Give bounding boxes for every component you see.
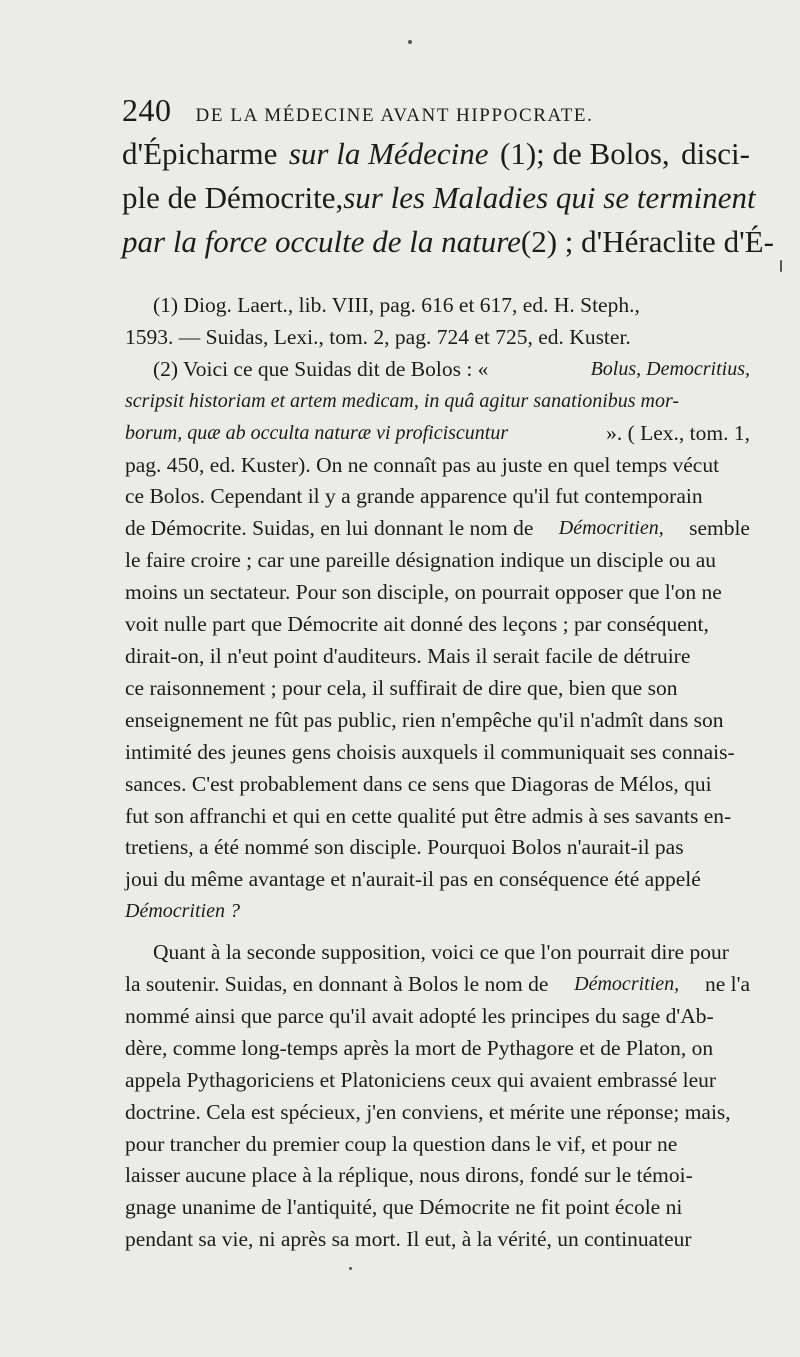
text-segment: (2) Voici ce que Suidas dit de Bolos : « [153, 356, 489, 381]
text-segment: dère, comme long-temps après la mort de Pythagore et de Platon, on [125, 1035, 714, 1060]
paragraph-gap [125, 928, 750, 937]
footnote-line [125, 1129, 750, 1161]
ink-speck [349, 1267, 352, 1270]
text-segment: (1) Diog. Laert., lib. VIII, pag. 616 et 617, ed. H. Steph., [153, 293, 640, 317]
footnote-line [125, 418, 750, 450]
text-segment: dirait-on, il n'eut point d'auditeurs. Mais il serait facile de détruire [125, 643, 691, 668]
footnote-line [125, 769, 750, 801]
ink-speck [780, 260, 782, 272]
text-segment: intimité des jeunes gens choisis auxquels il communiquait ses connais- [125, 739, 735, 764]
main-text-line [122, 176, 756, 220]
text-segment: sur les Maladies qui se terminent [343, 180, 756, 215]
footnotes [125, 290, 750, 1256]
footnote-line [125, 737, 750, 769]
footnote-line [125, 832, 750, 864]
text-segment: disci- [681, 136, 750, 171]
text-segment: sur la Médecine [288, 136, 489, 171]
main-text-line [122, 220, 774, 264]
footnote-line [125, 513, 750, 545]
text-segment: Démocritien ? [125, 900, 240, 923]
text-segment: ple de Démocrite, [122, 180, 344, 215]
footnote-line [125, 673, 750, 705]
text-segment: Quant à la seconde supposition, voici ce que l'on pourrait dire pour [153, 940, 729, 965]
text-segment: semble [689, 516, 750, 541]
text-segment: de Démocrite. Suidas, en lui donnant le nom de [125, 516, 534, 541]
main-text-line [122, 132, 750, 176]
footnote-line [125, 481, 750, 513]
text-segment: fut son affranchi et qui en cette qualité put être admis à ses savants en- [125, 803, 732, 828]
text-segment: pag. 450, ed. Kuster). On ne connaît pas au juste en quel temps vécut [125, 452, 720, 477]
footnote-line [125, 1160, 750, 1192]
text-segment: Bolus, Democritius, [590, 357, 750, 380]
footnote-line [125, 1065, 750, 1097]
text-segment: pendant sa vie, ni après sa mort. Il eut, à la vérité, un continuateur [125, 1227, 692, 1252]
text-segment: laisser aucune place à la réplique, nous dirons, fondé sur le témoi- [125, 1163, 693, 1188]
text-segment: (2) ; d'Héraclite d'É- [520, 224, 774, 259]
text-segment: borum, quæ ab occulta naturæ vi proficiscuntur [125, 421, 509, 444]
page-number: 240 [122, 92, 172, 128]
text-segment: tretiens, a été nommé son disciple. Pourquoi Bolos n'aurait-il pas [125, 835, 684, 860]
footnote-line [125, 801, 750, 833]
text-segment: joui du même avantage et n'aurait-il pas en conséquence été appelé [125, 867, 701, 892]
footnote-line [125, 545, 750, 577]
footnote-line [125, 386, 750, 418]
text-segment: gnage unanime de l'antiquité, que Démocrite ne fit point école ni [125, 1195, 683, 1220]
footnote-line [125, 1033, 750, 1065]
text-segment: le faire croire ; car une pareille désignation indique un disciple ou au [125, 548, 717, 573]
footnote-line [125, 290, 750, 322]
footnote-line [125, 1001, 750, 1033]
text-segment: ». ( Lex., tom. 1, [606, 420, 750, 445]
text-segment: par la force occulte de la nature [122, 224, 521, 259]
page-header [122, 92, 670, 129]
footnote-line [125, 354, 750, 386]
footnote-line [125, 1224, 750, 1256]
text-segment: sances. C'est probablement dans ce sens que Diagoras de Mélos, qui [125, 771, 712, 796]
text-segment: nommé ainsi que parce qu'il avait adopté les principes du sage d'Ab- [125, 1003, 714, 1028]
text-segment: scripsit historiam et artem medicam, in quâ agitur sanationibus mor- [125, 389, 680, 412]
footnote-line [125, 969, 750, 1001]
text-segment: 1593. — Suidas, Lexi., tom. 2, pag. 724 et 725, ed. Kuster. [125, 324, 631, 349]
footnote-line [125, 937, 750, 969]
text-segment: Démocritien, [558, 517, 664, 540]
text-segment: voit nulle part que Démocrite ait donné des leçons ; par conséquent, [125, 612, 709, 637]
footnote-line [125, 705, 750, 737]
text-segment: appela Pythagoriciens et Platoniciens ceux qui avaient embrassé leur [125, 1067, 717, 1092]
footnote-line [125, 1097, 750, 1129]
main-text [122, 132, 774, 264]
footnote-line [125, 450, 750, 482]
text-segment: moins un sectateur. Pour son disciple, on pourrait opposer que l'on ne [125, 580, 722, 605]
text-segment: (1); de Bolos, [500, 136, 670, 171]
footnote-line [125, 864, 750, 896]
footnote-line [125, 577, 750, 609]
footnote-line [125, 322, 750, 354]
ink-speck [408, 40, 412, 44]
footnote-line [125, 1192, 750, 1224]
text-segment: ce raisonnement ; pour cela, il suffirait de dire que, bien que son [125, 675, 678, 700]
text-segment: enseignement ne fût pas public, rien n'empêche qu'il n'admît dans son [125, 707, 724, 732]
text-segment: d'Épicharme [122, 136, 278, 171]
footnote-line [125, 641, 750, 673]
text-segment: ne l'a [704, 972, 750, 997]
text-segment: pour trancher du premier coup la question dans le vif, et pour ne [125, 1131, 678, 1156]
text-segment: doctrine. Cela est spécieux, j'en conviens, et mérite une réponse; mais, [125, 1099, 731, 1124]
footnote-line [125, 896, 750, 928]
footnote-line [125, 609, 750, 641]
running-title: DE LA MÉDECINE AVANT HIPPOCRATE. [195, 105, 594, 126]
text-segment: la soutenir. Suidas, en donnant à Bolos le nom de [125, 972, 549, 997]
text-segment: ce Bolos. Cependant il y a grande apparence qu'il fut contemporain [125, 484, 703, 509]
text-segment: Démocritien, [574, 973, 680, 996]
